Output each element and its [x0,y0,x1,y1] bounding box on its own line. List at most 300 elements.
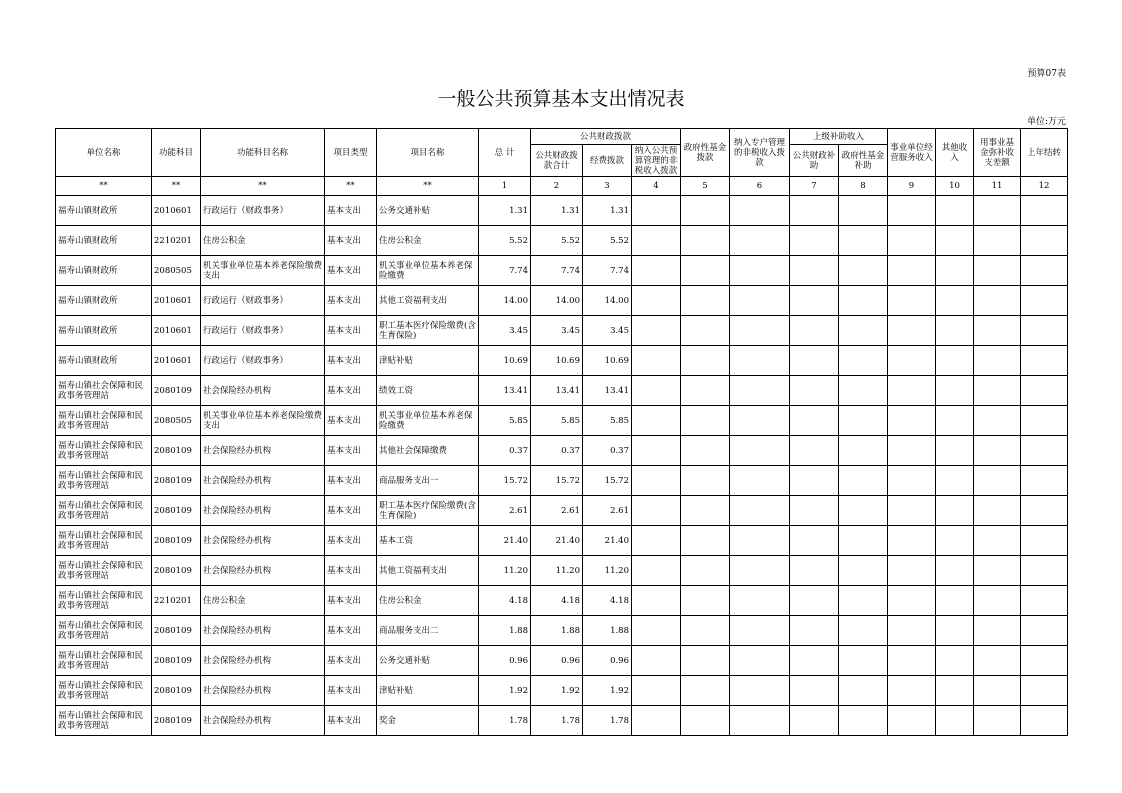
cell-project-name: 奖金 [377,706,479,736]
cell-total: 14.00 [479,286,531,316]
cell-empty [790,316,839,346]
cell-empty [632,646,681,676]
cell-expense-funding: 4.18 [583,586,632,616]
cell-unit-name: 福寿山镇社会保障和民政事务管理站 [56,436,152,466]
cell-empty [1021,496,1068,526]
cell-func-name: 住房公积金 [201,226,325,256]
cell-empty [681,196,730,226]
page-title: 一般公共预算基本支出情况表 [437,88,685,110]
cell-func-code: 2210201 [152,226,201,256]
cell-empty [888,226,936,256]
cell-expense-funding: 21.40 [583,526,632,556]
cell-empty [974,406,1021,436]
cell-total: 10.69 [479,346,531,376]
cell-empty [1021,646,1068,676]
cell-empty [790,586,839,616]
cell-empty [681,646,730,676]
cell-func-name: 行政运行（财政事务） [201,286,325,316]
cell-empty [839,286,888,316]
cell-empty [790,646,839,676]
cell-func-code: 2010601 [152,316,201,346]
cell-empty [730,406,790,436]
table-row [56,466,1068,496]
cell-total: 11.20 [479,556,531,586]
cell-project-name: 住房公积金 [377,586,479,616]
cell-project-name: 职工基本医疗保险缴费(含生育保险) [377,316,479,346]
table-row [56,436,1068,466]
cell-total: 5.52 [479,226,531,256]
cell-empty [974,436,1021,466]
header-number-cell: 1 [479,177,531,196]
table-row [56,646,1068,676]
table-row [56,286,1068,316]
cell-func-code: 2080505 [152,256,201,286]
cell-empty [681,376,730,406]
cell-empty [681,496,730,526]
cell-empty [839,226,888,256]
cell-empty [632,556,681,586]
cell-empty [681,226,730,256]
cell-project-type: 基本支出 [325,526,377,556]
cell-empty [936,616,974,646]
cell-empty [1021,466,1068,496]
cell-empty [681,676,730,706]
cell-empty [839,676,888,706]
cell-empty [1021,556,1068,586]
cell-project-name: 机关事业单位基本养老保险缴费 [377,406,479,436]
cell-empty [936,496,974,526]
cell-empty [681,586,730,616]
cell-project-name: 机关事业单位基本养老保险缴费 [377,256,479,286]
cell-func-name: 社会保险经办机构 [201,436,325,466]
cell-empty [790,256,839,286]
cell-expense-funding: 1.31 [583,196,632,226]
cell-empty [888,676,936,706]
cell-total: 0.37 [479,436,531,466]
cell-empty [888,556,936,586]
cell-project-name: 其他社会保障缴费 [377,436,479,466]
cell-project-type: 基本支出 [325,436,377,466]
header-unit-name: 单位名称 [56,129,152,177]
cell-empty [936,436,974,466]
table-row [56,256,1068,286]
cell-func-name: 社会保险经办机构 [201,376,325,406]
cell-unit-name: 福寿山镇社会保障和民政事务管理站 [56,586,152,616]
cell-public-finance-total: 1.78 [531,706,583,736]
cell-empty [1021,676,1068,706]
budget-table [55,128,1068,736]
cell-empty [730,346,790,376]
cell-project-name: 津贴补贴 [377,346,479,376]
cell-empty [888,616,936,646]
table-row [56,376,1068,406]
cell-func-code: 2010601 [152,196,201,226]
cell-empty [790,556,839,586]
cell-unit-name: 福寿山镇财政所 [56,346,152,376]
header-func-code: 功能科目 [152,129,201,177]
cell-empty [974,706,1021,736]
cell-empty [681,526,730,556]
header-number-cell: 4 [632,177,681,196]
table-row [56,196,1068,226]
cell-empty [974,676,1021,706]
cell-empty [681,316,730,346]
cell-empty [730,226,790,256]
table-row [56,706,1068,736]
cell-empty [936,526,974,556]
cell-empty [974,346,1021,376]
cell-expense-funding: 0.96 [583,646,632,676]
cell-empty [632,616,681,646]
cell-empty [730,376,790,406]
cell-empty [888,316,936,346]
cell-empty [730,616,790,646]
cell-empty [790,526,839,556]
cell-empty [790,676,839,706]
cell-empty [974,376,1021,406]
cell-empty [730,466,790,496]
cell-empty [730,286,790,316]
cell-project-type: 基本支出 [325,586,377,616]
cell-empty [681,346,730,376]
cell-empty [790,286,839,316]
cell-empty [839,316,888,346]
cell-empty [936,196,974,226]
cell-public-finance-total: 3.45 [531,316,583,346]
cell-project-name: 其他工资福利支出 [377,286,479,316]
cell-func-code: 2080109 [152,646,201,676]
cell-empty [936,256,974,286]
cell-unit-name: 福寿山镇财政所 [56,286,152,316]
cell-empty [839,526,888,556]
cell-empty [839,586,888,616]
cell-empty [974,526,1021,556]
header-project-type: 项目类型 [325,129,377,177]
cell-project-type: 基本支出 [325,196,377,226]
cell-empty [974,286,1021,316]
cell-expense-funding: 14.00 [583,286,632,316]
cell-total: 5.85 [479,406,531,436]
cell-total: 1.78 [479,706,531,736]
cell-expense-funding: 1.92 [583,676,632,706]
cell-unit-name: 福寿山镇社会保障和民政事务管理站 [56,526,152,556]
cell-empty [974,226,1021,256]
cell-empty [1021,616,1068,646]
cell-empty [974,496,1021,526]
cell-empty [839,196,888,226]
cell-total: 1.92 [479,676,531,706]
cell-empty [888,286,936,316]
cell-total: 15.72 [479,466,531,496]
cell-func-code: 2080505 [152,406,201,436]
table-row [56,676,1068,706]
cell-empty [839,466,888,496]
header-expense-funding: 经费拨款 [583,145,632,177]
cell-public-finance-total: 5.85 [531,406,583,436]
cell-empty [839,406,888,436]
cell-empty [974,616,1021,646]
cell-expense-funding: 3.45 [583,316,632,346]
cell-project-type: 基本支出 [325,316,377,346]
cell-empty [790,196,839,226]
cell-expense-funding: 1.88 [583,616,632,646]
cell-empty [632,706,681,736]
cell-func-name: 机关事业单位基本养老保险缴费支出 [201,406,325,436]
header-number-cell: ** [56,177,152,196]
cell-empty [888,376,936,406]
cell-empty [936,646,974,676]
cell-empty [1021,346,1068,376]
cell-empty [632,436,681,466]
cell-total: 1.31 [479,196,531,226]
cell-empty [632,256,681,286]
cell-public-finance-total: 7.74 [531,256,583,286]
cell-empty [888,466,936,496]
cell-empty [1021,316,1068,346]
cell-func-name: 社会保险经办机构 [201,706,325,736]
header-number-cell: 5 [681,177,730,196]
cell-project-name: 绩效工资 [377,376,479,406]
cell-empty [730,496,790,526]
table-row [56,346,1068,376]
cell-empty [730,676,790,706]
cell-empty [681,286,730,316]
cell-func-name: 社会保险经办机构 [201,646,325,676]
cell-empty [888,436,936,466]
cell-func-name: 住房公积金 [201,586,325,616]
header-number-cell: ** [152,177,201,196]
cell-empty [936,346,974,376]
header-public-finance: 公共财政拨款 [531,129,681,145]
cell-empty [936,376,974,406]
cell-empty [1021,406,1068,436]
cell-total: 13.41 [479,376,531,406]
header-service-income: 事业单位经营服务收入 [888,129,936,177]
cell-project-type: 基本支出 [325,466,377,496]
header-upper-subsidy: 上级补助收入 [790,129,888,145]
table-row [56,586,1068,616]
cell-project-type: 基本支出 [325,496,377,526]
unit-label: 单位:万元 [1026,117,1066,127]
header-number-cell: ** [377,177,479,196]
cell-empty [974,316,1021,346]
table-row [56,406,1068,436]
cell-unit-name: 福寿山镇财政所 [56,196,152,226]
cell-project-name: 公务交通补贴 [377,646,479,676]
cell-unit-name: 福寿山镇社会保障和民政事务管理站 [56,376,152,406]
cell-empty [632,526,681,556]
cell-empty [1021,436,1068,466]
cell-empty [839,646,888,676]
header-upper-gov-fund: 政府性基金补助 [839,145,888,177]
cell-expense-funding: 13.41 [583,376,632,406]
cell-empty [974,466,1021,496]
cell-public-finance-total: 2.61 [531,496,583,526]
cell-expense-funding: 0.37 [583,436,632,466]
cell-empty [1021,196,1068,226]
table-row [56,556,1068,586]
header-number-cell: 10 [936,177,974,196]
cell-empty [936,226,974,256]
cell-func-name: 机关事业单位基本养老保险缴费支出 [201,256,325,286]
cell-empty [839,256,888,286]
cell-empty [839,346,888,376]
cell-empty [888,646,936,676]
cell-empty [839,496,888,526]
cell-public-finance-total: 15.72 [531,466,583,496]
cell-func-code: 2080109 [152,496,201,526]
cell-public-finance-total: 1.88 [531,616,583,646]
cell-public-finance-total: 14.00 [531,286,583,316]
cell-project-type: 基本支出 [325,376,377,406]
cell-func-name: 社会保险经办机构 [201,496,325,526]
cell-unit-name: 福寿山镇财政所 [56,316,152,346]
header-public-finance-total: 公共财政拨款合计 [531,145,583,177]
header-non-tax: 纳入公共预算管理的非税收入拨款 [632,145,681,177]
cell-empty [632,196,681,226]
header-number-cell: 9 [888,177,936,196]
cell-func-code: 2080109 [152,436,201,466]
cell-public-finance-total: 0.37 [531,436,583,466]
cell-project-name: 住房公积金 [377,226,479,256]
cell-empty [1021,256,1068,286]
cell-empty [936,556,974,586]
table-row [56,496,1068,526]
cell-empty [632,406,681,436]
cell-empty [888,496,936,526]
cell-func-name: 社会保险经办机构 [201,556,325,586]
cell-empty [681,466,730,496]
cell-total: 7.74 [479,256,531,286]
cell-empty [974,256,1021,286]
cell-empty [974,586,1021,616]
cell-empty [730,256,790,286]
cell-project-type: 基本支出 [325,646,377,676]
cell-empty [974,196,1021,226]
cell-empty [632,496,681,526]
cell-empty [1021,526,1068,556]
header-numbers-row [56,177,1068,196]
cell-empty [1021,586,1068,616]
cell-empty [974,646,1021,676]
cell-func-code: 2080109 [152,466,201,496]
cell-unit-name: 福寿山镇社会保障和民政事务管理站 [56,556,152,586]
cell-empty [936,316,974,346]
cell-empty [936,676,974,706]
cell-empty [839,706,888,736]
header-func-name: 功能科目名称 [201,129,325,177]
cell-public-finance-total: 5.52 [531,226,583,256]
cell-public-finance-total: 10.69 [531,346,583,376]
cell-empty [632,286,681,316]
cell-empty [790,346,839,376]
cell-func-code: 2080109 [152,376,201,406]
cell-total: 0.96 [479,646,531,676]
cell-project-name: 津贴补贴 [377,676,479,706]
cell-func-name: 社会保险经办机构 [201,676,325,706]
header-number-cell: 8 [839,177,888,196]
cell-empty [730,556,790,586]
cell-unit-name: 福寿山镇社会保障和民政事务管理站 [56,496,152,526]
table-body [56,196,1068,736]
cell-expense-funding: 7.74 [583,256,632,286]
header-number-cell: 3 [583,177,632,196]
table-row [56,316,1068,346]
cell-func-code: 2010601 [152,346,201,376]
cell-empty [1021,226,1068,256]
cell-empty [888,346,936,376]
cell-public-finance-total: 21.40 [531,526,583,556]
cell-empty [839,616,888,646]
cell-unit-name: 福寿山镇财政所 [56,226,152,256]
header-number-cell: 11 [974,177,1021,196]
cell-public-finance-total: 13.41 [531,376,583,406]
cell-empty [730,436,790,466]
cell-project-type: 基本支出 [325,616,377,646]
table-row [56,616,1068,646]
cell-empty [730,586,790,616]
header-special-non-tax: 纳入专户管理的非税收入拨款 [730,129,790,177]
cell-empty [888,406,936,436]
cell-func-code: 2210201 [152,586,201,616]
cell-empty [1021,376,1068,406]
cell-empty [632,376,681,406]
cell-empty [730,706,790,736]
cell-public-finance-total: 1.92 [531,676,583,706]
cell-empty [936,286,974,316]
cell-empty [839,436,888,466]
table-row [56,226,1068,256]
cell-empty [839,376,888,406]
cell-unit-name: 福寿山镇社会保障和民政事务管理站 [56,706,152,736]
cell-empty [790,616,839,646]
cell-empty [974,556,1021,586]
cell-empty [681,706,730,736]
cell-expense-funding: 11.20 [583,556,632,586]
table-row [56,526,1068,556]
cell-empty [632,466,681,496]
cell-func-code: 2010601 [152,286,201,316]
cell-empty [730,526,790,556]
cell-project-type: 基本支出 [325,286,377,316]
cell-project-type: 基本支出 [325,346,377,376]
cell-unit-name: 福寿山镇社会保障和民政事务管理站 [56,466,152,496]
cell-empty [681,256,730,286]
cell-total: 21.40 [479,526,531,556]
cell-empty [936,586,974,616]
cell-empty [1021,706,1068,736]
cell-public-finance-total: 11.20 [531,556,583,586]
cell-unit-name: 福寿山镇社会保障和民政事务管理站 [56,646,152,676]
cell-empty [888,256,936,286]
cell-empty [632,226,681,256]
cell-func-name: 行政运行（财政事务） [201,316,325,346]
cell-func-code: 2080109 [152,706,201,736]
header-number-cell: 12 [1021,177,1068,196]
cell-empty [730,646,790,676]
cell-project-type: 基本支出 [325,406,377,436]
cell-empty [936,466,974,496]
cell-empty [936,706,974,736]
cell-empty [1021,286,1068,316]
header-carryover: 上年结转 [1021,129,1068,177]
header-gov-fund: 政府性基金拨款 [681,129,730,177]
cell-func-code: 2080109 [152,676,201,706]
cell-expense-funding: 1.78 [583,706,632,736]
cell-empty [681,556,730,586]
cell-public-finance-total: 0.96 [531,646,583,676]
cell-project-name: 职工基本医疗保险缴费(含生育保险) [377,496,479,526]
